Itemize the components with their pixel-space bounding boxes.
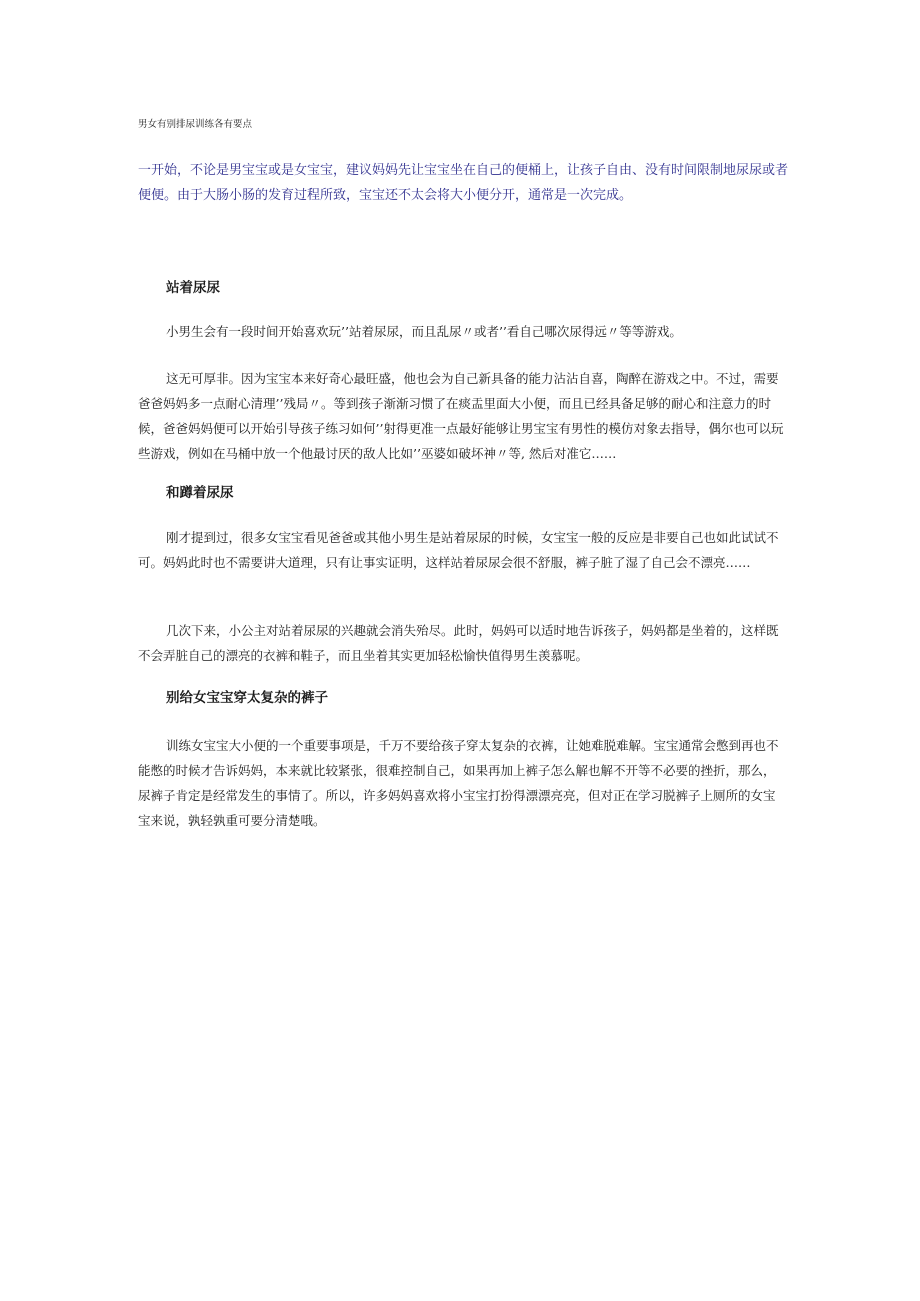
paragraph: 小男生会有一段时间开始喜欢玩’’站着尿尿，而且乱尿〃或者’’看自己哪次尿得远〃等等游戏。: [166, 324, 682, 339]
document-title: 男女有别排尿训练各有要点: [138, 119, 253, 130]
section-heading-standing: 站着尿尿: [166, 280, 220, 296]
paragraph: 几次下来，小公主对站着尿尿的兴趣就会消失殆尽。此时，妈妈可以适时地告诉孩子，妈妈都是坐着的，这样既不会弄脏自己的漂亮的衣裤和鞋子，而且坐着其实更加轻松愉快值得男生羡慕呢。: [138, 623, 779, 663]
intro-paragraph: 一开始，不论是男宝宝或是女宝宝，建议妈妈先让宝宝坐在自己的便桶上，让孩子自由、没有时间限制地尿尿或者便便。由于大肠小肠的发育过程所致，宝宝还不太会将大小便分开，通常是一次完成。: [138, 163, 789, 203]
paragraph: 刚才提到过，很多女宝宝看见爸爸或其他小男生是站着尿尿的时候，女宝宝一般的反应是非要自己也如此试试不可。妈妈此时也不需要讲大道理，只有让事实证明，这样站着尿尿会很不舒服，裤子脏了湿了自己会不漂亮……: [138, 530, 779, 570]
section-heading-squatting: 和蹲着尿尿: [166, 485, 234, 501]
section-heading-pants: 别给女宝宝穿太复杂的裤子: [166, 690, 328, 706]
paragraph: 这无可厚非。因为宝宝本来好奇心最旺盛，他也会为自己新具备的能力沾沾自喜，陶醉在游戏之中。不过，需要爸爸妈妈多一点耐心清理’’残局〃。等到孩子渐渐习惯了在痰盂里面大小便，而且已经具备足够的耐心和注意力的时候，爸爸妈妈便可以开始引导孩子练习如何’’射得更准一点最好能够让男宝宝有男性的模仿对象去指导，偶尔也可以玩些游戏，例如在马桶中放一个他最讨厌的敌人比如’’巫婆如破坏神〃等, 然后对准它……: [138, 371, 784, 461]
paragraph: 训练女宝宝大小便的一个重要事项是，千万不要给孩子穿太复杂的衣裤，让她难脱难解。宝宝通常会憋到再也不能憋的时候才告诉妈妈，本来就比较紧张，很难控制自己，如果再加上裤子怎么解也解不开等不必要的挫折，那么，尿裤子肯定是经常发生的事情了。所以，许多妈妈喜欢将小宝宝打扮得漂漂亮亮，但对正在学习脱裤子上厕所的女宝宝来说，孰轻孰重可要分清楚哦。: [138, 738, 779, 828]
